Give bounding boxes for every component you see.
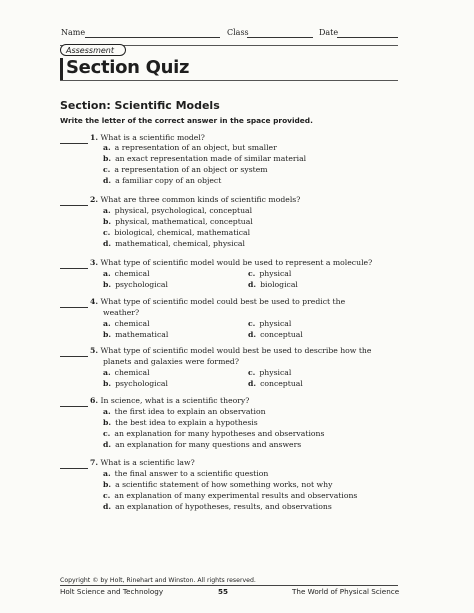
answer-blank-6[interactable]	[60, 406, 88, 407]
answer-blank-4[interactable]	[60, 307, 88, 308]
question-3: 3. What type of scientific model would be used to represent a molecule?	[90, 258, 373, 267]
question-4: 4. What type of scientific model could best be used to predict the	[90, 297, 346, 306]
class-label: Class	[227, 28, 249, 37]
question-5-continued: planets and galaxies were formed?	[103, 357, 239, 366]
name-label: Name	[61, 28, 86, 37]
title-bar	[60, 58, 63, 80]
option-7c: c. an explanation of many experimental results and observations	[103, 491, 358, 500]
option-1b: b. an exact representation made of similar material	[103, 154, 307, 163]
option-1a: a. a representation of an object, but smaller	[103, 143, 277, 152]
option-4d: d. conceptual	[248, 330, 303, 339]
question-1: 1. What is a scientific model?	[90, 133, 205, 142]
question-5: 5. What type of scientific model would best be used to describe how the	[90, 346, 372, 355]
option-3b: b. psychological	[103, 280, 168, 289]
option-2b: b. physical, mathematical, conceptual	[103, 217, 253, 226]
option-2c: c. biological, chemical, mathematical	[103, 228, 251, 237]
option-4a: a. chemical	[103, 319, 150, 328]
option-5d: d. conceptual	[248, 379, 303, 388]
instructions: Write the letter of the correct answer in the space provided.	[60, 116, 313, 125]
page-number: 55	[218, 587, 229, 596]
footer-publisher: Holt Science and Technology	[60, 587, 164, 596]
answer-blank-1[interactable]	[60, 143, 88, 144]
answer-blank-2[interactable]	[60, 205, 88, 206]
date-field[interactable]	[337, 37, 398, 38]
option-5c: c. physical	[248, 368, 292, 377]
class-field[interactable]	[247, 37, 313, 38]
option-6b: b. the best idea to explain a hypothesis	[103, 418, 258, 427]
title-rule-bottom	[60, 80, 398, 81]
option-4c: c. physical	[248, 319, 292, 328]
question-6: 6. In science, what is a scientific theory?	[90, 396, 250, 405]
option-4b: b. mathematical	[103, 330, 169, 339]
option-7a: a. the final answer to a scientific question	[103, 469, 269, 478]
option-1d: d. a familiar copy of an object	[103, 176, 222, 185]
answer-blank-5[interactable]	[60, 356, 88, 357]
option-7d: d. an explanation of hypotheses, results, and observations	[103, 502, 332, 511]
option-2d: d. mathematical, chemical, physical	[103, 239, 245, 248]
option-5a: a. chemical	[103, 368, 150, 377]
option-3a: a. chemical	[103, 269, 150, 278]
option-5b: b. psychological	[103, 379, 168, 388]
name-field[interactable]	[85, 37, 220, 38]
question-4-continued: weather?	[103, 308, 140, 317]
question-2: 2. What are three common kinds of scientific models?	[90, 195, 301, 204]
footer-rule	[60, 585, 398, 586]
option-6a: a. the first idea to explain an observation	[103, 407, 266, 416]
option-7b: b. a scientific statement of how something works, not why	[103, 480, 333, 489]
section-title: Section: Scientific Models	[60, 99, 220, 112]
option-3c: c. physical	[248, 269, 292, 278]
answer-blank-7[interactable]	[60, 468, 88, 469]
copyright-text: Copyright © by Holt, Rinehart and Winston. All rights reserved.	[60, 577, 256, 584]
page-title: Section Quiz	[66, 57, 190, 78]
date-label: Date	[319, 28, 339, 37]
option-6d: d. an explanation for many questions and answers	[103, 440, 302, 449]
option-3d: d. biological	[248, 280, 298, 289]
option-1c: c. a representation of an object or system	[103, 165, 268, 174]
footer-book-title: The World of Physical Science	[292, 587, 400, 596]
assessment-badge: Assessment	[60, 44, 126, 56]
option-6c: c. an explanation for many hypotheses and observations	[103, 429, 325, 438]
question-7: 7. What is a scientific law?	[90, 458, 195, 467]
option-2a: a. physical, psychological, conceptual	[103, 206, 253, 215]
answer-blank-3[interactable]	[60, 268, 88, 269]
